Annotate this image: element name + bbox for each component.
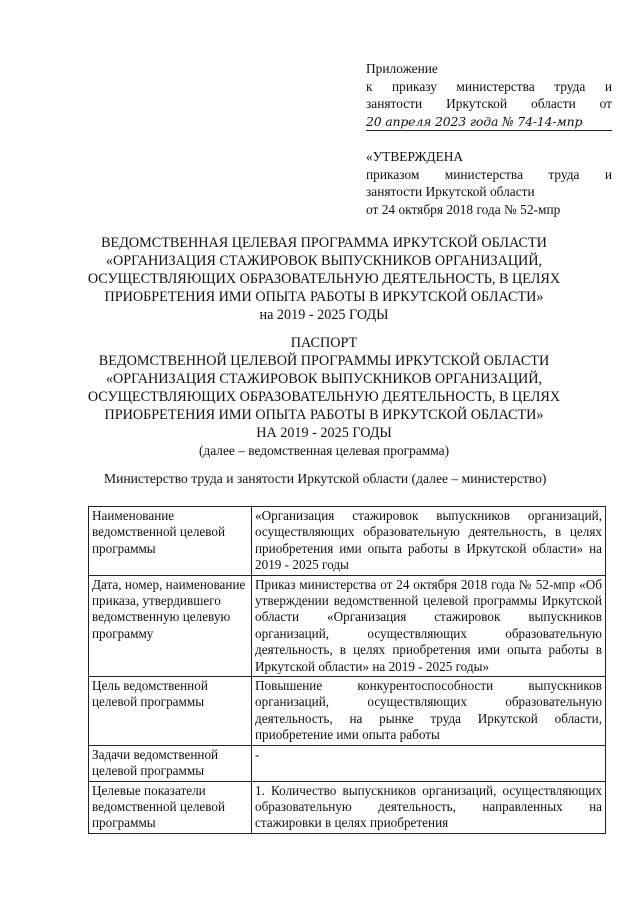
table-row xyxy=(89,507,606,576)
row-label: Наименование ведомственной целевой программы xyxy=(89,507,252,576)
ministry-line: Министерство труда и занятости Иркутской области (далее – министерство) xyxy=(104,471,547,486)
approval-title: «УТВЕРЖДЕНА xyxy=(366,149,464,164)
table-row xyxy=(89,781,606,833)
annex-block xyxy=(366,60,612,136)
table-row xyxy=(89,677,606,746)
passport-line: НА 2019 - 2025 ГОДЫ xyxy=(256,425,392,441)
passport-title xyxy=(86,334,562,460)
passport-line: ОСУЩЕСТВЛЯЮЩИХ ОБРАЗОВАТЕЛЬНУЮ ДЕЯТЕЛЬНОСТЬ, В ЦЕЛЯХ xyxy=(87,389,561,405)
table-row xyxy=(89,745,606,781)
passport-line: ВЕДОМСТВЕННОЙ ЦЕЛЕВОЙ ПРОГРАММЫ ИРКУТСКОЙ ОБЛАСТИ xyxy=(98,353,550,369)
title-line: ВЕДОМСТВЕННАЯ ЦЕЛЕВАЯ ПРОГРАММА ИРКУТСКОЙ ОБЛАСТИ xyxy=(101,235,547,251)
approval-line: занятости Иркутской области xyxy=(366,184,535,199)
row-value: «Организация стажировок выпускников организаций, осуществляющих образовательную деятельность, в целях приобретения ими опыта работы в Иркутской области» на 2019 - 2025 годы xyxy=(252,507,606,576)
passport-heading: ПАСПОРТ xyxy=(290,335,358,351)
annex-line: занятости Иркутской области от xyxy=(366,96,612,111)
row-label: Целевые показатели ведомственной целевой программы xyxy=(89,781,252,833)
row-value: Повышение конкурентоспособности выпускников организаций, осуществляющих образовательную деятельность, на рынке труда Иркутской области, приобретение ими опыта работы xyxy=(252,677,606,746)
title-line: на 2019 - 2025 ГОДЫ xyxy=(259,307,389,323)
passport-line: «ОРГАНИЗАЦИЯ СТАЖИРОВОК ВЫПУСКНИКОВ ОРГАНИЗАЦИЙ, xyxy=(105,371,543,387)
title-line: «ОРГАНИЗАЦИЯ СТАЖИРОВОК ВЫПУСКНИКОВ ОРГАНИЗАЦИЙ, xyxy=(105,253,543,269)
program-title xyxy=(86,234,562,324)
row-value: Приказ министерства от 24 октября 2018 года № 52-мпр «Об утверждении ведомственной целевой программы Иркутской области «Организация стажировок выпускников организаций, осуществляющих образовательную деятельность, в целях приобретения ими опыта работы в Иркутской области» на 2019 - 2025 годы» xyxy=(252,575,606,676)
row-label: Дата, номер, наименование приказа, утвердившего ведомственную целевую программу xyxy=(89,575,252,676)
table-row xyxy=(89,575,606,676)
passport-table xyxy=(88,506,606,834)
row-value: - xyxy=(252,745,606,781)
approval-line: от 24 октября 2018 года № 52-мпр xyxy=(366,201,561,217)
row-label: Цель ведомственной целевой программы xyxy=(89,677,252,746)
handwritten-date-number: 20 апреля 2023 года № 74-14-мпр xyxy=(366,113,612,132)
title-line: ПРИОБРЕТЕНИЯ ИМИ ОПЫТА РАБОТЫ В ИРКУТСКОЙ ОБЛАСТИ» xyxy=(104,289,544,305)
annex-line: к приказу министерства труда и xyxy=(366,78,612,94)
passport-line: ПРИОБРЕТЕНИЯ ИМИ ОПЫТА РАБОТЫ В ИРКУТСКОЙ ОБЛАСТИ» xyxy=(104,407,544,423)
annex-title: Приложение xyxy=(366,61,438,76)
row-value: 1. Количество выпускников организаций, осуществляющих образовательную деятельность, направленных на стажировки в целях приобретения xyxy=(252,781,606,833)
passport-note: (далее – ведомственная целевая программа) xyxy=(198,443,450,458)
row-label: Задачи ведомственной целевой программы xyxy=(89,745,252,781)
approval-line: приказом министерства труда и xyxy=(366,166,612,182)
approval-block xyxy=(366,148,612,218)
title-line: ОСУЩЕСТВЛЯЮЩИХ ОБРАЗОВАТЕЛЬНУЮ ДЕЯТЕЛЬНОСТЬ, В ЦЕЛЯХ xyxy=(87,271,561,287)
